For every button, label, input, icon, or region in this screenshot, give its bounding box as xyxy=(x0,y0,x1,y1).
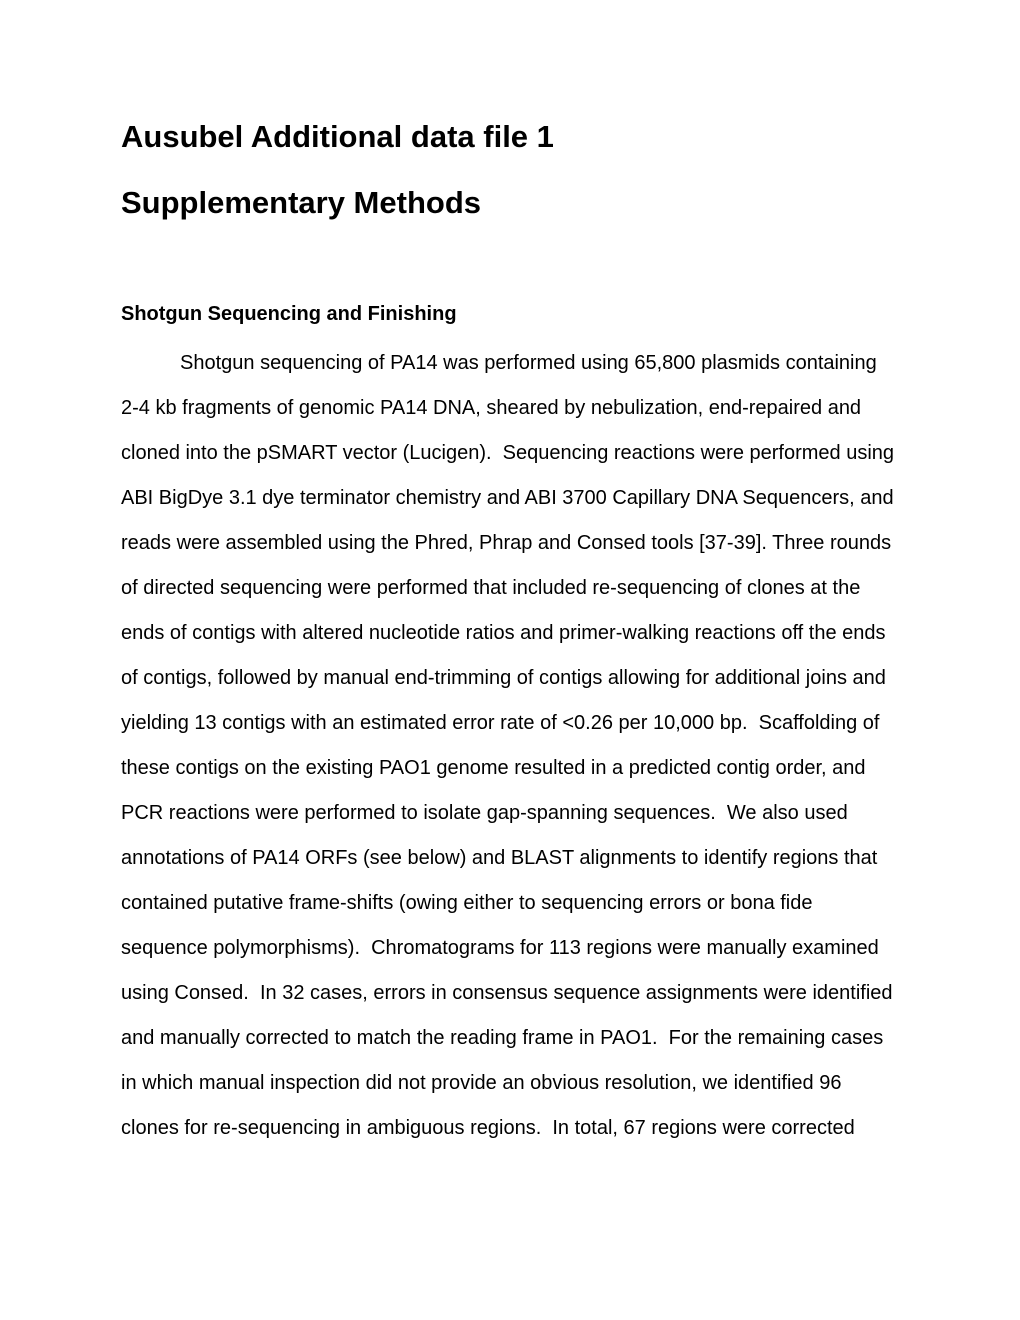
paragraph-line: ABI BigDye 3.1 dye terminator chemistry and ABI 3700 Capillary DNA Sequencers, and xyxy=(121,487,894,509)
page-subtitle: Supplementary Methods xyxy=(121,185,481,220)
paragraph-line: PCR reactions were performed to isolate gap-spanning sequences. We also used xyxy=(121,802,848,824)
paragraph-line: clones for re-sequencing in ambiguous regions. In total, 67 regions were corrected xyxy=(121,1117,855,1139)
paragraph-line: and manually corrected to match the reading frame in PAO1. For the remaining cases xyxy=(121,1027,884,1049)
paragraph-line: reads were assembled using the Phred, Phrap and Consed tools [37-39]. Three rounds xyxy=(121,532,892,554)
paragraph-line: yielding 13 contigs with an estimated error rate of <0.26 per 10,000 bp. Scaffolding of xyxy=(121,712,880,734)
paragraph-line: 2-4 kb fragments of genomic PA14 DNA, sheared by nebulization, end-repaired and xyxy=(121,397,862,419)
paragraph-line: using Consed. In 32 cases, errors in consensus sequence assignments were identified xyxy=(121,982,893,1004)
paragraph-line: Shotgun sequencing of PA14 was performed using 65,800 plasmids containing xyxy=(180,352,877,374)
body-paragraph xyxy=(121,341,941,1151)
paragraph-line: ends of contigs with altered nucleotide ratios and primer-walking reactions off the ends xyxy=(121,622,886,644)
page-title: Ausubel Additional data file 1 xyxy=(121,119,554,154)
paragraph-line: in which manual inspection did not provide an obvious resolution, we identified 96 xyxy=(121,1072,842,1094)
paragraph-line: sequence polymorphisms). Chromatograms for 113 regions were manually examined xyxy=(121,937,879,959)
paragraph-line: cloned into the pSMART vector (Lucigen). Sequencing reactions were performed using xyxy=(121,442,895,464)
paragraph-line: these contigs on the existing PAO1 genome resulted in a predicted contig order, and xyxy=(121,757,866,779)
section-heading: Shotgun Sequencing and Finishing xyxy=(121,303,457,325)
paragraph-line: annotations of PA14 ORFs (see below) and BLAST alignments to identify regions that xyxy=(121,847,878,869)
paragraph-line: contained putative frame-shifts (owing either to sequencing errors or bona fide xyxy=(121,892,813,914)
paragraph-line: of directed sequencing were performed that included re-sequencing of clones at the xyxy=(121,577,861,599)
paragraph-line: of contigs, followed by manual end-trimming of contigs allowing for additional joins and xyxy=(121,667,886,689)
